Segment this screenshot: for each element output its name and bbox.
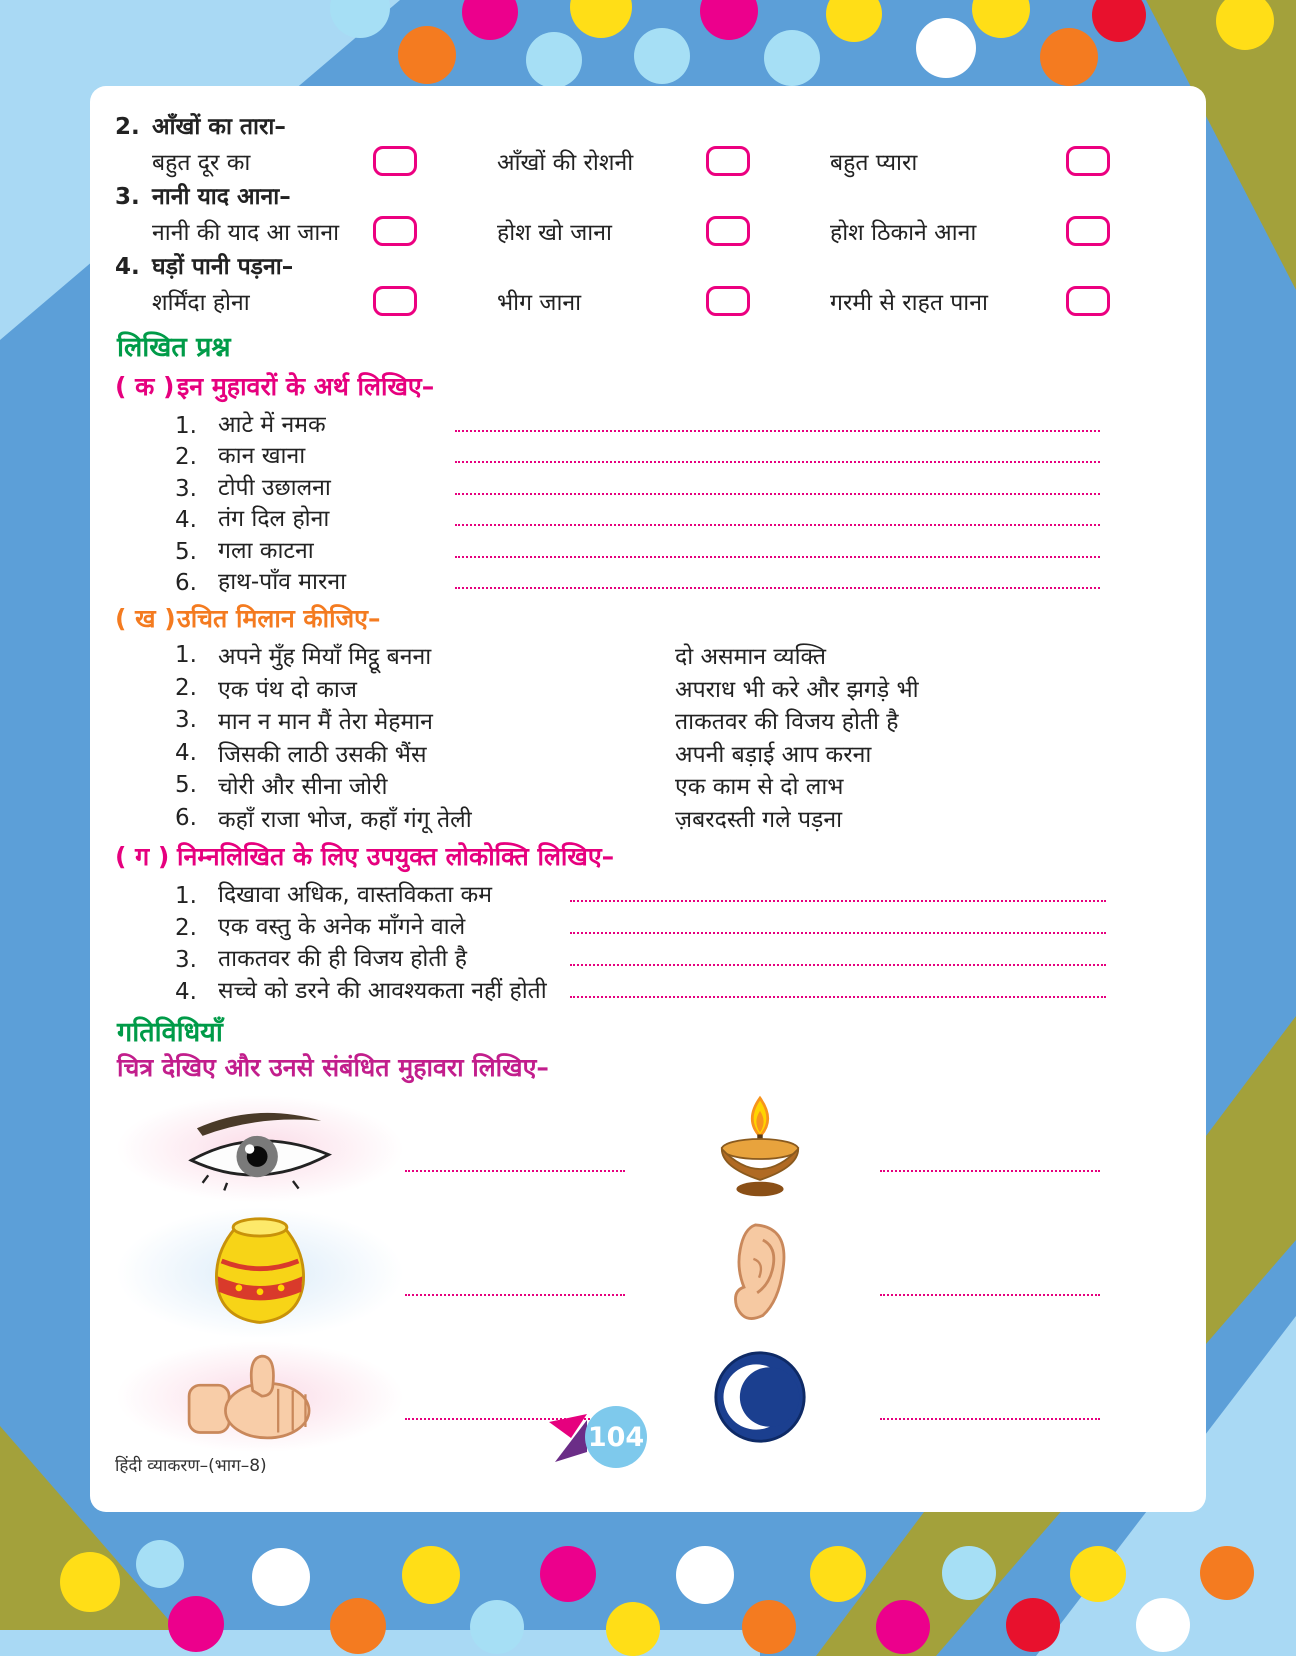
idiom-text: कान खाना	[218, 443, 306, 469]
item-number: 4.	[175, 507, 197, 533]
clay-pot-image	[115, 1207, 405, 1339]
dot	[330, 1598, 386, 1654]
dot	[470, 1600, 524, 1654]
answer-line[interactable]	[570, 900, 1106, 902]
option-checkbox[interactable]	[1066, 216, 1110, 246]
page-number: 104	[585, 1406, 647, 1468]
dot	[398, 26, 456, 84]
prompt-text: एक वस्तु के अनेक माँगने वाले	[218, 914, 466, 940]
dot	[942, 1546, 996, 1600]
option-checkbox[interactable]	[373, 216, 417, 246]
dot	[606, 1602, 660, 1656]
dot	[252, 1548, 310, 1606]
match-right: अपराध भी करे और झगड़े भी	[675, 676, 919, 703]
option-checkbox[interactable]	[706, 216, 750, 246]
activity-cell	[640, 1091, 1166, 1207]
prompt-text: दिखावा अधिक, वास्तविकता कम	[218, 882, 492, 908]
item-number: 1.	[175, 642, 197, 669]
item-number: 1.	[175, 412, 197, 439]
dot	[826, 0, 882, 42]
answer-line[interactable]	[570, 964, 1106, 966]
answer-line[interactable]	[455, 430, 1100, 432]
item-number: 4.	[115, 254, 140, 280]
match-right: एक काम से दो लाभ	[675, 774, 844, 801]
option-checkbox[interactable]	[706, 146, 750, 176]
dot	[540, 1546, 596, 1602]
option-label: होश ठिकाने आना	[830, 219, 977, 246]
dot	[1200, 1546, 1254, 1600]
item-number: 1.	[175, 883, 197, 909]
option-label: बहुत प्यारा	[830, 149, 918, 176]
answer-line[interactable]	[455, 493, 1100, 495]
item-number: 3.	[115, 184, 140, 210]
match-left: जिसकी लाठी उसकी भैंस	[218, 741, 427, 768]
item-number: 3.	[175, 947, 197, 973]
match-left: अपने मुँह मियाँ मिट्ठू बनना	[218, 644, 432, 671]
match-right: दो असमान व्यक्ति	[675, 644, 826, 671]
option-label: होश खो जाना	[497, 219, 612, 246]
item-number: 2.	[175, 444, 197, 470]
item-number: 4.	[175, 739, 197, 766]
section-label: ( ख )	[115, 604, 176, 633]
dot	[876, 1600, 930, 1654]
book-title: हिंदी व्याकरण–(भाग–8)	[115, 1456, 267, 1476]
option-checkbox[interactable]	[1066, 146, 1110, 176]
dot	[462, 0, 518, 40]
idiom-phrase: आँखों का तारा–	[152, 114, 286, 140]
content-page	[90, 86, 1206, 1512]
page-number-badge	[545, 1404, 685, 1472]
idiom-text: हाथ-पाँव मारना	[218, 569, 347, 595]
item-number: 2.	[175, 674, 197, 701]
answer-line[interactable]	[455, 524, 1100, 526]
dot	[1040, 28, 1098, 86]
dot	[526, 32, 582, 88]
answer-line[interactable]	[405, 1170, 625, 1172]
dot	[402, 1546, 460, 1604]
dot	[676, 1546, 734, 1604]
section-title: उचित मिलान कीजिए–	[177, 604, 381, 633]
match-right: ज़बरदस्ती गले पड़ना	[675, 806, 843, 833]
dot	[742, 1600, 796, 1654]
option-label: बहुत दूर का	[152, 149, 251, 176]
dot	[634, 28, 690, 84]
section-title: निम्नलिखित के लिए उपयुक्त लोकोक्ति लिखिए–	[177, 842, 615, 871]
dot	[570, 0, 632, 38]
activity-cell	[115, 1091, 640, 1207]
idiom-text: आटे में नमक	[218, 411, 326, 438]
match-left: कहाँ राजा भोज, कहाँ गंगू तेली	[218, 806, 472, 833]
ear-image	[640, 1219, 880, 1327]
mcq-section	[115, 113, 1166, 320]
mcq-item	[115, 253, 1166, 320]
dot	[972, 0, 1030, 38]
activities-heading: गतिविधियाँ	[117, 1017, 223, 1048]
match-left: एक पंथ दो काज	[218, 676, 357, 703]
item-number: 4.	[175, 979, 197, 1005]
answer-line[interactable]	[880, 1170, 1100, 1172]
section-label: ( ग )	[115, 842, 170, 871]
item-number: 2.	[175, 915, 197, 941]
mcq-item	[115, 183, 1166, 250]
section-label: ( क )	[115, 372, 175, 401]
match-left: चोरी और सीना जोरी	[218, 774, 388, 801]
option-label: नानी की याद आ जाना	[152, 219, 340, 246]
match-right: ताकतवर की विजय होती है	[675, 709, 899, 736]
option-checkbox[interactable]	[1066, 286, 1110, 316]
dot	[764, 30, 820, 86]
idiom-text: टोपी उछालना	[218, 474, 331, 501]
activities-subheading: चित्र देखिए और उनसे संबंधित मुहावरा लिखिए–	[117, 1053, 549, 1082]
dot	[1092, 0, 1146, 42]
item-number: 5.	[175, 772, 197, 799]
dot	[136, 1540, 184, 1588]
dot	[168, 1596, 224, 1652]
answer-line[interactable]	[455, 461, 1100, 463]
option-label: भीग जाना	[497, 289, 582, 316]
idiom-text: तंग दिल होना	[218, 506, 330, 532]
activity-cell	[640, 1207, 1166, 1339]
dot	[60, 1552, 120, 1612]
oil-lamp-diya-image	[640, 1094, 880, 1204]
option-checkbox[interactable]	[706, 286, 750, 316]
prompt-text: ताकतवर की ही विजय होती है	[218, 946, 467, 972]
item-number: 6.	[175, 804, 197, 831]
answer-line[interactable]	[455, 587, 1100, 589]
answer-line[interactable]	[880, 1418, 1100, 1420]
item-number: 6.	[175, 570, 197, 596]
item-number: 5.	[175, 538, 197, 565]
option-label: आँखों की रोशनी	[497, 149, 634, 176]
activity-cell	[640, 1339, 1166, 1455]
match-right: अपनी बड़ाई आप करना	[675, 741, 872, 768]
answer-line[interactable]	[405, 1294, 625, 1296]
item-number: 3.	[175, 475, 197, 502]
picture-activity-grid	[115, 1091, 1166, 1455]
mcq-item	[115, 113, 1166, 180]
section-kha	[115, 604, 1166, 834]
dot	[700, 0, 758, 40]
thumbs-up-hand-image	[115, 1341, 405, 1453]
option-checkbox[interactable]	[373, 146, 417, 176]
section-ga	[115, 842, 1166, 1005]
item-number: 2.	[115, 114, 140, 140]
section-title: इन मुहावरों के अर्थ लिखिए–	[177, 372, 435, 401]
answer-line[interactable]	[570, 932, 1106, 934]
prompt-text: सच्चे को डरने की आवश्यकता नहीं होती	[218, 978, 547, 1004]
dot	[1136, 1598, 1190, 1652]
activity-cell	[115, 1207, 640, 1339]
item-number: 3.	[175, 707, 197, 734]
section-ka	[115, 372, 1166, 596]
answer-line[interactable]	[880, 1294, 1100, 1296]
dot	[1006, 1598, 1060, 1652]
eye-image	[115, 1095, 405, 1203]
match-left: मान न मान मैं तेरा मेहमान	[218, 709, 433, 736]
dot	[1070, 1546, 1126, 1602]
dot	[916, 18, 976, 78]
option-checkbox[interactable]	[373, 286, 417, 316]
option-label: शर्मिंदा होना	[152, 289, 250, 316]
idiom-phrase: घड़ों पानी पड़ना–	[152, 254, 294, 280]
answer-line[interactable]	[570, 996, 1106, 998]
dot	[810, 1546, 866, 1602]
idiom-text: गला काटना	[218, 537, 314, 564]
idiom-phrase: नानी याद आना–	[152, 184, 291, 210]
option-label: गरमी से राहत पाना	[830, 289, 988, 316]
answer-line[interactable]	[455, 556, 1100, 558]
written-questions-heading: लिखित प्रश्न	[117, 332, 231, 363]
